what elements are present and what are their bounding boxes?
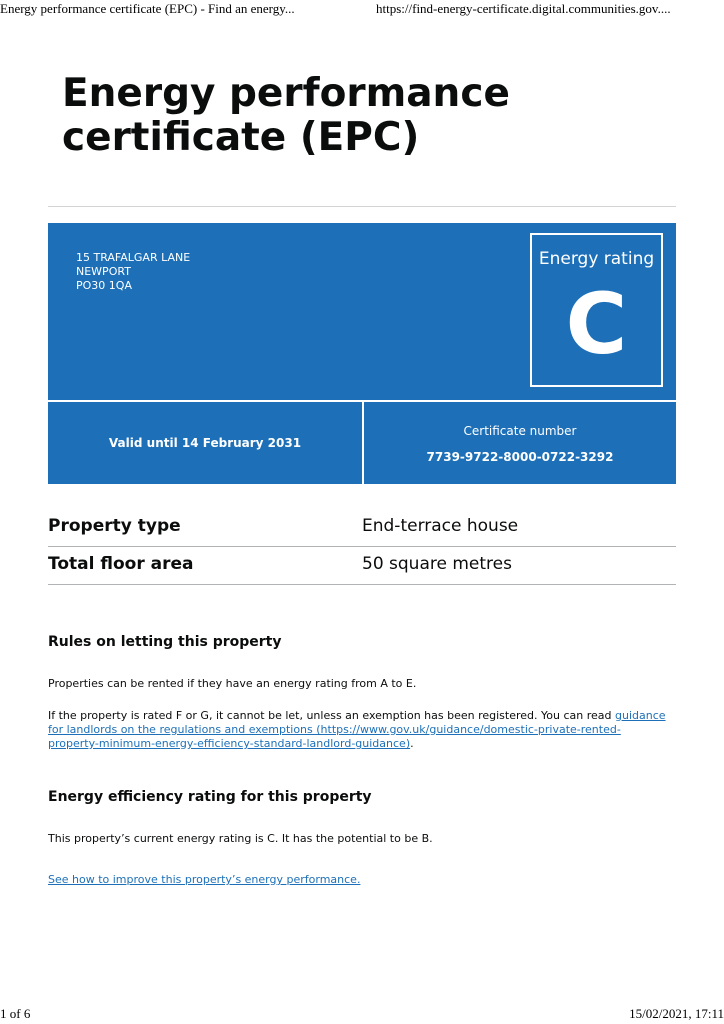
print-footer	[0, 1004, 724, 1024]
address-line-3: PO30 1QA	[76, 279, 132, 292]
summary-key: Total floor area	[48, 554, 194, 574]
address-line-2: NEWPORT	[76, 265, 131, 278]
valid-until: Valid until 14 February 2031	[108, 436, 302, 450]
page-title: Energy performance certificate (EPC)	[62, 71, 510, 160]
summary-key: Property type	[48, 516, 181, 536]
rules-paragraph-2-text: If the property is rated F or G, it cannot be let, unless an exemption has been registered. You can read	[48, 709, 615, 722]
improve-energy-link[interactable]: See how to improve this property’s energy performance.	[48, 873, 361, 886]
energy-rating-label: Energy rating	[538, 249, 655, 269]
energy-rating-box	[530, 233, 663, 387]
rules-paragraph-2-end: .	[410, 737, 414, 750]
efficiency-paragraph: This property’s current energy rating is C. It has the potential to be B.	[48, 832, 433, 845]
page-count: 1 of 6	[0, 1006, 31, 1021]
certificate-number-label: Certificate number	[463, 424, 577, 438]
landlord-guidance-link[interactable]: guidance for landlords on the regulations and exemptions (https://www.gov.uk/guidance/domestic-private-rented-property-minimum-energy-efficiency-standard-landlord-guidance)	[48, 709, 666, 750]
efficiency-heading: Energy efficiency rating for this property	[48, 789, 372, 805]
address-line-1: 15 TRAFALGAR LANE	[76, 251, 191, 264]
summary-value: 50 square metres	[362, 554, 512, 574]
print-url: https://find-energy-certificate.digital.communities.gov....	[376, 1, 671, 16]
rules-paragraph-2	[48, 709, 668, 751]
print-header	[0, 0, 724, 20]
property-address	[76, 251, 190, 293]
validity-cell	[48, 402, 362, 484]
summary-row-floor-area	[48, 546, 676, 585]
print-page-title: Energy performance certificate (EPC) - Find an energy...	[0, 1, 295, 16]
rules-paragraph-1: Properties can be rented if they have an energy rating from A to E.	[48, 677, 417, 690]
summary-row-property-type	[48, 508, 676, 547]
title-divider	[48, 206, 676, 207]
print-timestamp: 15/02/2021, 17:11	[629, 1006, 724, 1021]
energy-rating-letter: C	[565, 275, 628, 373]
certificate-number: 7739-9722-8000-0722-3292	[426, 450, 614, 464]
summary-value: End-terrace house	[362, 516, 519, 536]
epc-banner	[48, 223, 676, 400]
certificate-number-cell	[364, 402, 676, 484]
rules-heading: Rules on letting this property	[48, 634, 282, 650]
